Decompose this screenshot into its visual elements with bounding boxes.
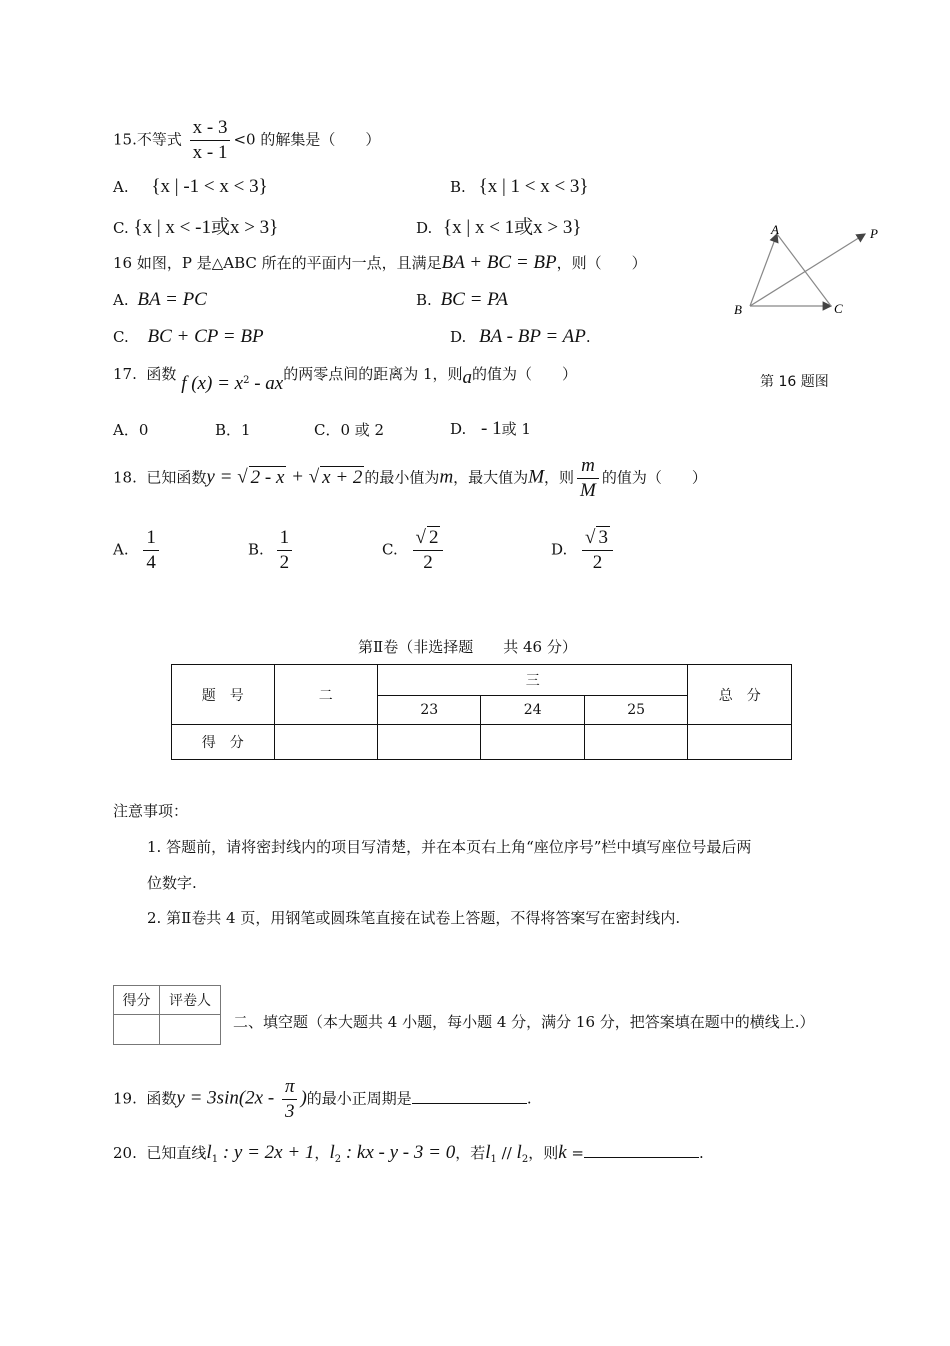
option-a-num: 1 bbox=[143, 527, 159, 551]
q18-sqrt2: x + 2 bbox=[322, 466, 363, 488]
q19-frac-num: π bbox=[282, 1076, 298, 1100]
grading-box bbox=[113, 985, 221, 1045]
q18-lead: 已知函数 bbox=[146, 468, 207, 487]
q18-frac-den: M bbox=[580, 480, 596, 501]
q20-number: 20. bbox=[113, 1144, 137, 1162]
option-label: B. bbox=[416, 291, 432, 309]
score-cell[interactable] bbox=[481, 725, 584, 760]
option-c-den: 2 bbox=[423, 552, 433, 573]
q18-mid1: 的最小值为 bbox=[364, 468, 440, 487]
q18-sqrt1: 2 - x bbox=[250, 466, 285, 488]
q18-number: 18. bbox=[113, 468, 137, 487]
fill-in-heading: 二、填空题（本大题共 4 小题，每小题 4 分，满分 16 分，把答案填在题中的横线上.） bbox=[233, 1013, 815, 1031]
q20-l2-eq: : kx - y - 3 = 0 bbox=[341, 1142, 456, 1163]
option-c-text: {x | x < -1或x > 3} bbox=[133, 217, 279, 238]
option-label: C. bbox=[113, 328, 129, 346]
q19-number: 19. bbox=[113, 1089, 137, 1108]
option-label: D. bbox=[416, 219, 433, 237]
score-row-label: 得 分 bbox=[172, 725, 275, 760]
q15-option-c bbox=[113, 212, 278, 239]
q20-line bbox=[113, 1142, 704, 1165]
q17-function-tail: - ax bbox=[249, 373, 284, 394]
q18-m: m bbox=[439, 466, 454, 488]
vector-bp bbox=[750, 234, 865, 306]
q15-option-d bbox=[416, 212, 582, 239]
q16-option-b bbox=[416, 289, 508, 311]
option-b-text: BC = PA bbox=[440, 289, 508, 310]
score-cell[interactable] bbox=[584, 725, 687, 760]
q18-option-a bbox=[113, 527, 162, 574]
option-b-num: 1 bbox=[277, 527, 293, 551]
q20-k: k bbox=[558, 1142, 567, 1163]
q16-tail: ，则（ ） bbox=[556, 254, 647, 272]
q19-answer-blank[interactable] bbox=[412, 1089, 527, 1104]
q20-par-l2-sub: 2 bbox=[521, 1154, 529, 1165]
score-header-25: 25 bbox=[584, 696, 687, 725]
option-a-text: BA = PC bbox=[137, 289, 207, 310]
q16-line bbox=[113, 252, 647, 274]
option-c-num: 2 bbox=[428, 527, 439, 548]
score-header-question: 题 号 bbox=[172, 665, 275, 725]
q17-tail: 的值为（ ） bbox=[472, 365, 578, 383]
q20-eq: = bbox=[566, 1144, 584, 1162]
option-d-den: 2 bbox=[592, 552, 603, 573]
option-d-num: 3 bbox=[598, 527, 608, 548]
option-label: D. bbox=[551, 540, 568, 559]
q20-answer-blank[interactable] bbox=[584, 1143, 699, 1158]
q17-line bbox=[113, 363, 578, 394]
segment-ac bbox=[777, 234, 831, 306]
option-label: D. bbox=[450, 328, 467, 346]
q19-func-a: y = 3sin(2x - bbox=[176, 1087, 279, 1109]
option-b-den: 2 bbox=[279, 552, 290, 573]
option-d-tail: . bbox=[585, 328, 591, 346]
q20-l2: l bbox=[329, 1142, 335, 1163]
notes-item1-line2: 位数字. bbox=[147, 874, 197, 892]
score-header-24: 24 bbox=[481, 696, 584, 725]
q17-var: a bbox=[462, 367, 473, 388]
q18-M: M bbox=[528, 466, 545, 488]
option-label: A. bbox=[113, 540, 129, 559]
q20-comma1: ， bbox=[314, 1144, 330, 1162]
q19-tail: 的最小正周期是 bbox=[306, 1089, 412, 1108]
q16-equation: BA + BC = BP bbox=[441, 252, 557, 273]
q18-tail: 的值为（ ） bbox=[601, 468, 707, 487]
option-label: A. bbox=[113, 291, 129, 309]
q19-line bbox=[113, 1076, 532, 1123]
notes-title: 注意事项： bbox=[113, 802, 189, 820]
q18-line: 18. 已知函数y = √ 2 - x + √ x + 2 的最小值为m，最大值为M，则 $\frac{m}{M}$ 的值为（ ） bbox=[113, 455, 707, 501]
q20-l1-eq: : y = 2x + 1 bbox=[218, 1142, 315, 1163]
score-header-total: 总 分 bbox=[688, 665, 792, 725]
q15-tail: <0 的解集是（ ） bbox=[233, 130, 381, 149]
q19-frac-den: 3 bbox=[284, 1101, 295, 1122]
q15-fraction bbox=[190, 117, 231, 164]
q17-option-c: C．0 或 2 bbox=[314, 421, 385, 439]
q17-exponent: 2 bbox=[243, 375, 250, 386]
vector-ba bbox=[750, 234, 777, 306]
option-d-math: - 1 bbox=[481, 418, 502, 439]
q17-mid: 的两零点间的距离为 1，则 bbox=[283, 365, 463, 383]
q16-option-c bbox=[113, 326, 264, 348]
score-header-23: 23 bbox=[378, 696, 481, 725]
q20-l1: l bbox=[206, 1142, 212, 1163]
score-table bbox=[171, 664, 792, 760]
q17-function: f (x) = x bbox=[181, 373, 244, 394]
notes-item1-line1: 1. 答题前，请将密封线内的项目写清楚，并在本页右上角“座位序号”栏中填写座位号最后两 bbox=[147, 838, 752, 856]
grade-score-cell[interactable] bbox=[114, 1015, 160, 1045]
option-b-text: {x | 1 < x < 3} bbox=[478, 176, 589, 197]
q20-lead: 已知直线 bbox=[146, 1144, 207, 1162]
q20-end: . bbox=[698, 1144, 704, 1162]
option-d-text: {x | x < 1或x > 3} bbox=[443, 217, 582, 238]
q16-lead: 16 如图，P 是△ABC 所在的平面内一点，且满足 bbox=[113, 254, 442, 272]
option-label: C. bbox=[113, 219, 129, 237]
option-label: C. bbox=[382, 540, 398, 559]
option-label: A. bbox=[113, 178, 129, 196]
label-b: B bbox=[734, 302, 742, 317]
score-header-san: 三 bbox=[378, 665, 688, 696]
q18-plus: + bbox=[286, 466, 309, 488]
q18-mid2: ，最大值为 bbox=[453, 468, 529, 487]
q16-option-a bbox=[113, 289, 207, 311]
label-p: P bbox=[870, 226, 878, 241]
q15-option-a bbox=[113, 176, 268, 198]
option-a-den: 4 bbox=[146, 552, 156, 573]
label-c: C bbox=[834, 301, 843, 316]
option-a-text: {x | -1 < x < 3} bbox=[151, 176, 268, 197]
score-cell[interactable] bbox=[274, 725, 377, 760]
q20-parallel: // bbox=[496, 1144, 517, 1162]
q18-option-b bbox=[248, 527, 295, 574]
q17-option-d bbox=[450, 418, 531, 440]
q17-lead: 函数 bbox=[146, 365, 177, 383]
q16-figure bbox=[725, 220, 890, 325]
q17-number: 17. bbox=[113, 365, 137, 383]
q15-frac-den: x - 1 bbox=[192, 142, 228, 163]
q19-func-b: ) bbox=[300, 1087, 307, 1109]
q19-lead: 函数 bbox=[146, 1089, 177, 1108]
option-label: D. bbox=[450, 420, 467, 438]
q15-line bbox=[113, 117, 380, 164]
q18-option-d: D. $\frac{√ 3}{2}$ bbox=[551, 527, 616, 574]
score-cell[interactable] bbox=[688, 725, 792, 760]
label-a: A bbox=[771, 222, 779, 237]
notes-item2: 2. 第Ⅱ卷共 4 页，用钢笔或圆珠笔直接在试卷上答题，不得将答案写在密封线内. bbox=[147, 909, 681, 927]
q18-func-a: y = bbox=[206, 466, 238, 488]
grade-reviewer-cell[interactable] bbox=[160, 1015, 221, 1045]
q16-figure-caption: 第 16 题图 bbox=[760, 374, 829, 390]
option-label: B. bbox=[450, 178, 466, 196]
q20-l2-sub: 2 bbox=[334, 1154, 342, 1165]
q18-frac-num: m bbox=[577, 455, 599, 479]
q18-mid3: ，则 bbox=[544, 468, 575, 487]
q18-fraction bbox=[577, 455, 599, 502]
q15-option-b bbox=[450, 176, 589, 198]
option-d-text: BA - BP = AP bbox=[479, 326, 586, 347]
q18-option-c: C. $\frac{√ 2}{2}$ bbox=[382, 527, 446, 574]
grade-reviewer-label: 评卷人 bbox=[160, 986, 221, 1015]
q17-option-a: A．0 bbox=[113, 421, 149, 439]
grade-score-label: 得分 bbox=[114, 986, 160, 1015]
q20-par-l1: l bbox=[485, 1142, 491, 1163]
q20-l1-sub: 1 bbox=[211, 1154, 219, 1165]
q20-par-l1-sub: 1 bbox=[490, 1154, 497, 1165]
option-label: B. bbox=[248, 540, 264, 559]
q16-option-d bbox=[450, 326, 591, 348]
q20-par-l2: l bbox=[516, 1142, 522, 1163]
q15-number: 15. bbox=[113, 130, 137, 149]
q17-option-b: B．1 bbox=[215, 421, 251, 439]
score-cell[interactable] bbox=[378, 725, 481, 760]
section2-title: 第Ⅱ卷（非选择题 共 46 分） bbox=[358, 638, 577, 656]
option-d-tail: 或 1 bbox=[501, 420, 531, 438]
q15-frac-num: x - 3 bbox=[190, 117, 231, 141]
q15-lead: 不等式 bbox=[136, 130, 182, 149]
score-header-er: 二 bbox=[274, 665, 377, 725]
q20-comma2: ，若 bbox=[455, 1144, 486, 1162]
option-c-text: BC + CP = BP bbox=[147, 326, 264, 347]
q19-end: . bbox=[526, 1089, 532, 1108]
q20-then: ，则 bbox=[528, 1144, 559, 1162]
